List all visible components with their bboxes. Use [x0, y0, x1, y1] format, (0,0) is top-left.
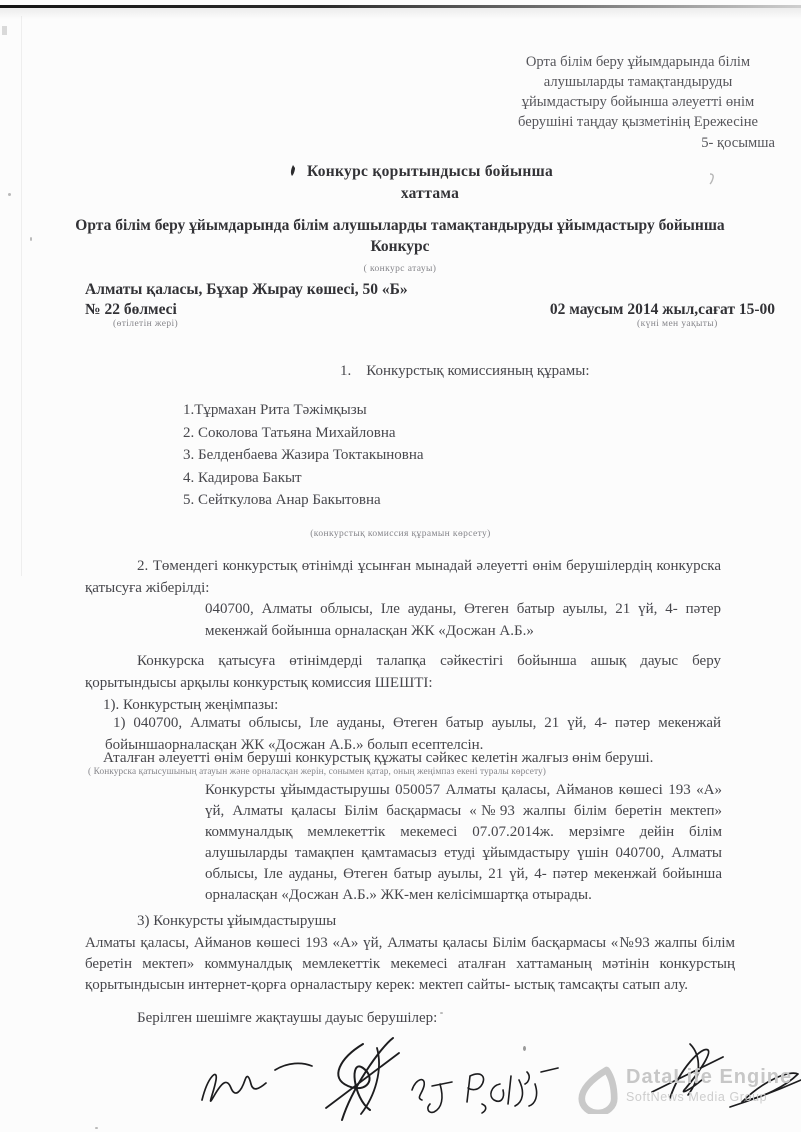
signature-stroke — [412, 1080, 452, 1113]
annex-line: алушыларды тамақтандыруды — [543, 74, 733, 90]
competition-subject — [30, 215, 770, 280]
signatures-row — [130, 1028, 801, 1132]
signature-stroke — [326, 1053, 399, 1108]
admission-supplier: 040700, Алматы облысы, Іле ауданы, Өтеген батыр ауылы, 21 үй, 4- пәтер мекенжай бойынша орналасқан ЖК «Досжан А.Б.» — [205, 601, 721, 639]
signature-stroke — [491, 1084, 504, 1101]
scan-speck — [95, 1127, 98, 1129]
voters-line: Берілген шешімге жақтаушы дауыс берушілер: — [137, 1010, 438, 1026]
signature-stroke — [742, 1073, 798, 1102]
subject-line-1: Орта білім беру ұйымдарында білім алушыларды тамақтандыруды ұйымдастыру бойынша — [75, 217, 725, 234]
organizer-heading: 3) Конкурсты ұйымдастырушы — [137, 913, 337, 929]
venue-datetime-caption: (күні мен уақыты) — [637, 319, 718, 329]
scan-fold-line — [21, 16, 22, 576]
annex-line: берушіні таңдау қызметінің Ережесіне — [517, 114, 759, 130]
commission-member: 4. Кадирова Бакыт — [183, 469, 302, 486]
title-line-1: Конкурс қорытындысы бойынша — [306, 163, 554, 180]
watermark-brand-text: DataLife Engine — [626, 1066, 793, 1088]
winner-text: 1) 040700, Алматы облысы, Іле ауданы, Өтеген батыр ауылы, 21 үй, 4- пәтер мекенжай бойыншаорналасқан ЖК «Досжан А.Б.» болып есептелсін. — [105, 715, 721, 753]
title-line-2: хаттама — [400, 185, 460, 202]
venue-address: Алматы қаласы, Бұхар Жырау көшесі, 50 «Б» — [85, 281, 408, 298]
commission-member: 3. Белденбаева Жазира Токтакыновна — [183, 447, 424, 463]
venue-place-caption: (өтілетін жері) — [113, 319, 179, 329]
commission-member: 1.Тұрмахан Рита Тәжімқызы — [183, 402, 367, 418]
winner-heading: 1). Конкурстың жеңімпазы: — [103, 697, 279, 713]
page-title — [60, 161, 800, 205]
signature-stroke — [338, 1044, 370, 1110]
sole-supplier-note: Аталған әлеуетті өнім беруші конкурстық құжаты сәйкес келетін жалғыз өнім беруші. — [103, 750, 654, 766]
venue-room: № 22 бөлмесі — [85, 301, 177, 318]
signature-stroke — [275, 1063, 312, 1070]
commission-member: 2. Соколова Татьяна Михайловна — [183, 424, 396, 441]
subject-line-2: Конкурс — [370, 238, 430, 255]
annex-line: Орта білім беру ұйымдарында білім — [525, 54, 751, 70]
subject-caption: ( конкурс атауы) — [363, 264, 437, 274]
watermark-subbrand-text: SoftNews Media Group — [626, 1090, 768, 1104]
scan-speck — [8, 193, 11, 196]
scan-shadow-artifact — [0, 8, 801, 22]
commission-caption: (конкурстық комиссия құрамын көрсету) — [310, 529, 491, 539]
admission-intro: 2. Төмендегі конкурстық өтінімді ұсынған мынадай әлеуетті өнім берушілердің конкурска қатысуға жіберілді: — [85, 558, 721, 596]
contract-paragraph: Конкурсты ұйымдастырушы 050057 Алматы қаласы, Айманов көшесі 193 «А» үй, Алматы қаласы Білім басқармасы «№93 жалпы білім беретін мектеп» коммуналдық мемлекеттік мекемесі 07.07.2014ж. мерзімге дейін білім алушыларды тамақпен қамтамасыз етуді ұйымдастыру үшін 040700, Алматы облысы, Іле ауданы, Өтеген батыр ауылы, 21 үй, 4- пәтер мекенжай бойынша орналасқан «Досжан А.Б.» ЖК-мен келісімшартқа отырады. — [205, 782, 722, 903]
annex-reference-block — [497, 52, 779, 153]
signature-stroke — [508, 1068, 558, 1106]
annex-number: 5- қосымша — [701, 135, 775, 151]
annex-line: ұйымдастыру бойынша әлеуетті өнім — [521, 94, 755, 110]
organizer-text: Алматы қаласы, Айманов көшесі 193 «А» үй, Алматы қаласы Білім басқармасы «№93 жалпы білім беретін мектеп» коммуналдық мемлекеттік мекемесі аталған хаттаманың мәтінін конкурстың қорытындысын интернет-қорға орналастыру керек: мектеп сайты- ыстық тамсақты сатып алу. — [85, 935, 735, 993]
venue-datetime: 02 маусым 2014 жыл,сағат 15-00 — [549, 301, 775, 318]
signature-stroke — [202, 1074, 266, 1101]
signature-stroke — [467, 1074, 486, 1113]
admission-paragraph — [85, 556, 721, 642]
scan-notch-artifact — [2, 26, 7, 35]
commission-member: 5. Сейткулова Анар Бакытовна — [183, 492, 381, 508]
commission-members-list — [183, 399, 424, 512]
decision-intro: Конкурска қатысуға өтінімдерді талапқа сәйкестігі бойынша ашық дауыс беру қорытындысы арқылы конкурстық комиссия ШЕШТІ: — [85, 653, 721, 691]
commission-heading: 1. Конкурстық комиссияның құрамы: — [340, 363, 590, 379]
venue-block — [85, 281, 775, 335]
decision-caption: ( Конкурска қатысушының атауын және орналасқан жерін, сонымен қатар, оның жеңімпаз екені туралы көрсету) — [88, 767, 546, 777]
